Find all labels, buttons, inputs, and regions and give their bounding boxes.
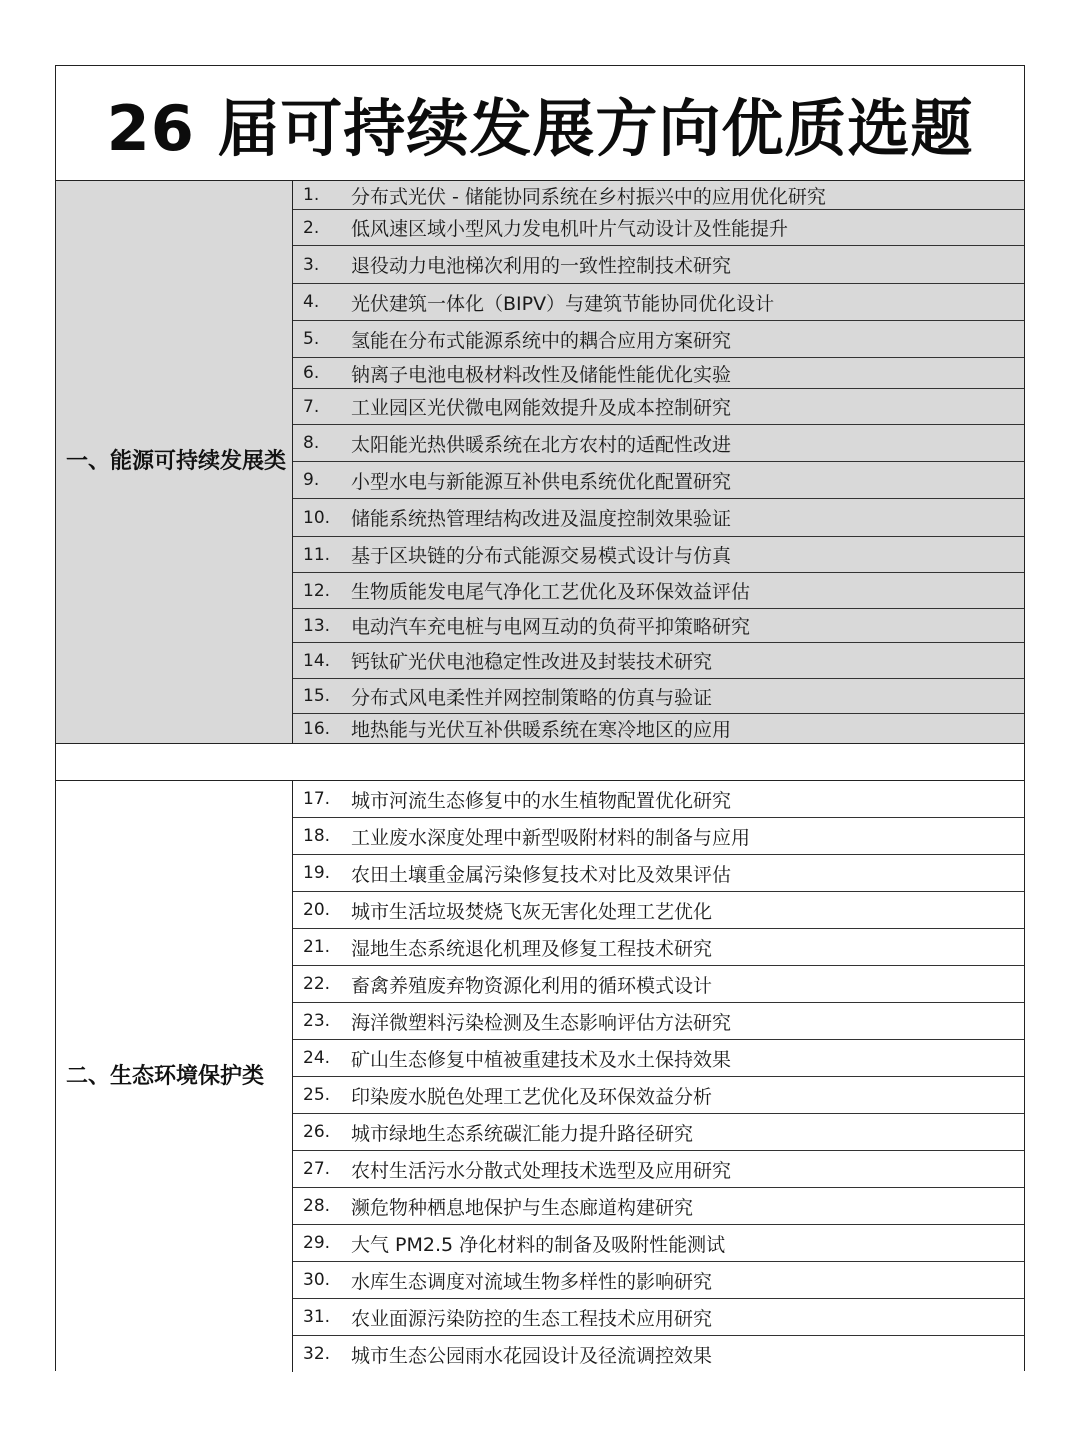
topic-row: [293, 1003, 1024, 1040]
topic-text: 工业园区光伏微电网能效提升及成本控制研究: [351, 397, 732, 419]
topic-number: 13.: [303, 615, 331, 636]
topic-text: 湿地生态系统退化机理及修复工程技术研究: [351, 937, 713, 960]
topic-row: [293, 1262, 1024, 1299]
topic-text: 地热能与光伏互补供暖系统在寒冷地区的应用: [351, 719, 732, 741]
topic-number: 15.: [303, 686, 331, 706]
category-label: 二、生态环境保护类: [66, 1063, 265, 1089]
topic-number: 16.: [303, 718, 331, 739]
topic-number: 23.: [303, 1011, 331, 1031]
topic-text: 城市生态公园雨水花园设计及径流调控效果: [351, 1344, 713, 1367]
topic-number: 27.: [303, 1159, 331, 1179]
topic-number: 12.: [303, 580, 331, 601]
topic-text: 电动汽车充电桩与电网互动的负荷平抑策略研究: [351, 616, 751, 638]
topic-text: 海洋微塑料污染检测及生态影响评估方法研究: [351, 1011, 732, 1034]
topic-text: 水库生态调度对流域生物多样性的影响研究: [351, 1270, 713, 1293]
topic-row: [293, 1299, 1024, 1336]
topic-text: 矿山生态修复中植被重建技术及水土保持效果: [351, 1048, 732, 1071]
topic-row: [293, 462, 1024, 499]
topic-number: 19.: [303, 863, 331, 883]
topic-text: 城市河流生态修复中的水生植物配置优化研究: [351, 789, 732, 812]
topic-number: 4.: [303, 292, 320, 312]
category-label: 一、能源可持续发展类: [66, 449, 287, 474]
topic-text: 分布式风电柔性并网控制策略的仿真与验证: [351, 686, 713, 709]
topic-text: 工业废水深度处理中新型吸附材料的制备与应用: [351, 826, 751, 849]
topic-row: [293, 573, 1024, 609]
topic-number: 18.: [303, 826, 331, 846]
topic-row: [293, 714, 1024, 743]
topic-text: 钠离子电池电极材料改性及储能性能优化实验: [351, 363, 732, 386]
category-cell: [56, 781, 293, 1372]
topic-row: [293, 389, 1024, 425]
topic-text: 小型水电与新能源互补供电系统优化配置研究: [351, 470, 732, 493]
topic-text: 生物质能发电尾气净化工艺优化及环保效益评估: [351, 581, 751, 603]
topic-row: [293, 1336, 1024, 1372]
topic-row: [293, 284, 1024, 321]
topic-number: 25.: [303, 1085, 331, 1105]
topic-row: [293, 855, 1024, 892]
topic-text: 城市绿地生态系统碳汇能力提升路径研究: [351, 1122, 694, 1145]
topic-row: [293, 1040, 1024, 1077]
topic-text: 濒危物种栖息地保护与生态廊道构建研究: [351, 1196, 694, 1219]
topic-row: [293, 643, 1024, 679]
topic-row: [293, 425, 1024, 462]
topic-text: 农村生活污水分散式处理技术选型及应用研究: [351, 1159, 732, 1182]
topic-number: 2.: [303, 217, 320, 238]
topic-text: 基于区块链的分布式能源交易模式设计与仿真: [351, 545, 732, 567]
topic-number: 20.: [303, 900, 331, 920]
topic-text: 退役动力电池梯次利用的一致性控制技术研究: [351, 255, 732, 277]
topic-row: [293, 892, 1024, 929]
topic-text: 大气 PM2.5 净化材料的制备及吸附性能测试: [351, 1233, 726, 1256]
topic-number: 30.: [303, 1270, 331, 1290]
topic-text: 低风速区域小型风力发电机叶片气动设计及性能提升: [351, 218, 789, 240]
topic-text: 分布式光伏 - 储能协同系统在乡村振兴中的应用优化研究: [351, 185, 826, 208]
topic-number: 11.: [303, 544, 331, 565]
topic-row: [293, 181, 1024, 210]
topic-row: [293, 781, 1024, 818]
topic-row: [293, 246, 1024, 284]
topic-row: [293, 321, 1024, 358]
topic-number: 26.: [303, 1122, 331, 1142]
topic-number: 28.: [303, 1196, 331, 1216]
topic-number: 32.: [303, 1344, 331, 1364]
topic-row: [293, 358, 1024, 389]
topic-row: [293, 609, 1024, 643]
topic-text: 农田土壤重金属污染修复技术对比及效果评估: [351, 863, 732, 886]
topic-text: 城市生活垃圾焚烧飞灰无害化处理工艺优化: [351, 900, 713, 923]
topic-row: [293, 818, 1024, 855]
topic-number: 10.: [303, 507, 331, 528]
topic-row: [293, 1114, 1024, 1151]
topic-row: [293, 537, 1024, 573]
topic-list: [293, 781, 1024, 1372]
topic-number: 8.: [303, 433, 320, 453]
topic-row: [293, 1188, 1024, 1225]
topic-text: 印染废水脱色处理工艺优化及环保效益分析: [351, 1085, 713, 1108]
topic-text: 太阳能光热供暖系统在北方农村的适配性改进: [351, 433, 732, 456]
topic-text: 畜禽养殖废弃物资源化利用的循环模式设计: [351, 974, 713, 997]
topic-number: 7.: [303, 396, 320, 417]
topic-number: 21.: [303, 937, 331, 957]
topic-row: [293, 1077, 1024, 1114]
topic-text: 储能系统热管理结构改进及温度控制效果验证: [351, 508, 732, 530]
topic-text: 钙钛矿光伏电池稳定性改进及封装技术研究: [351, 651, 713, 673]
section-energy: [56, 181, 1024, 743]
blank-separator-row: [56, 743, 1024, 781]
topic-table: [55, 65, 1025, 1371]
topic-number: 24.: [303, 1048, 331, 1068]
topic-number: 14.: [303, 650, 331, 671]
topic-number: 3.: [303, 254, 320, 275]
topic-number: 17.: [303, 789, 331, 809]
topic-number: 29.: [303, 1233, 331, 1253]
topic-number: 5.: [303, 329, 320, 349]
title-row: [56, 66, 1024, 181]
topic-number: 22.: [303, 974, 331, 994]
topic-row: [293, 499, 1024, 537]
topic-row: [293, 679, 1024, 714]
topic-number: 9.: [303, 470, 320, 490]
topic-row: [293, 966, 1024, 1003]
topic-text: 光伏建筑一体化（BIPV）与建筑节能协同优化设计: [351, 292, 775, 315]
topic-row: [293, 1225, 1024, 1262]
topic-list: [293, 181, 1024, 743]
section-ecology: [56, 781, 1024, 1372]
category-cell: [56, 181, 293, 743]
page-title: 26 届可持续发展方向优质选题: [106, 91, 974, 165]
topic-text: 农业面源污染防控的生态工程技术应用研究: [351, 1307, 713, 1330]
topic-number: 31.: [303, 1307, 331, 1327]
topic-number: 1.: [303, 185, 320, 205]
topic-row: [293, 929, 1024, 966]
topic-row: [293, 1151, 1024, 1188]
topic-number: 6.: [303, 363, 320, 383]
topic-text: 氢能在分布式能源系统中的耦合应用方案研究: [351, 329, 732, 352]
topic-row: [293, 210, 1024, 246]
